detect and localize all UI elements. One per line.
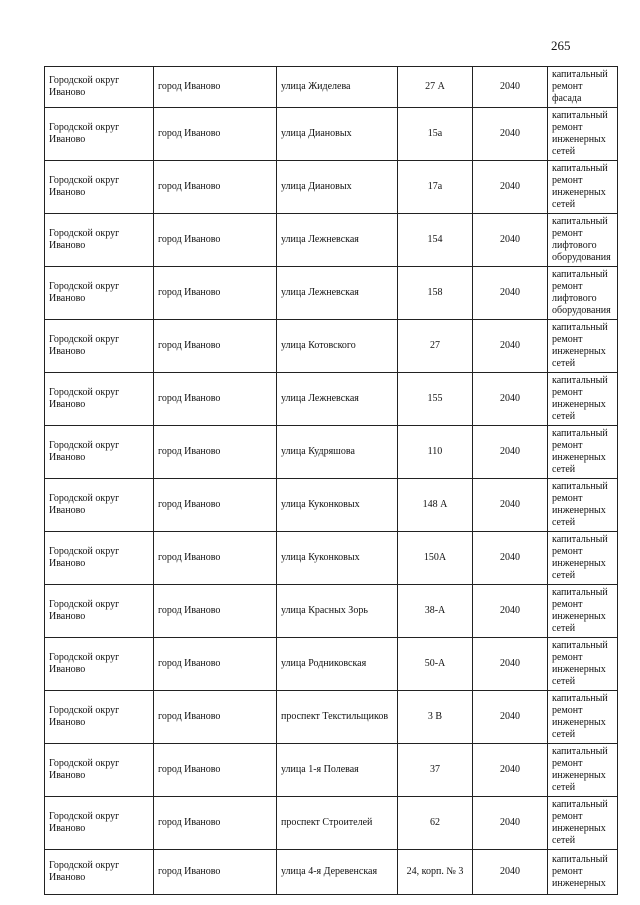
cell-settlement: город Иваново: [154, 108, 277, 161]
cell-house-number: 27: [398, 320, 473, 373]
cell-year: 2040: [473, 267, 548, 320]
table-row: [45, 426, 618, 479]
cell-house-number: 150А: [398, 532, 473, 585]
cell-year: 2040: [473, 108, 548, 161]
cell-year: 2040: [473, 214, 548, 267]
cell-work-type: капитальный ремонт инженерных сетей: [548, 108, 618, 161]
cell-street: проспект Текстильщиков: [277, 691, 398, 744]
cell-street: улица Куконковых: [277, 479, 398, 532]
table-row: [45, 585, 618, 638]
table-row: [45, 479, 618, 532]
cell-house-number: 155: [398, 373, 473, 426]
cell-municipal-district: Городской округ Иваново: [45, 638, 154, 691]
cell-year: 2040: [473, 373, 548, 426]
cell-work-type: капитальный ремонт инженерных сетей: [548, 585, 618, 638]
cell-street: улица Диановых: [277, 161, 398, 214]
cell-municipal-district: Городской округ Иваново: [45, 585, 154, 638]
cell-settlement: город Иваново: [154, 638, 277, 691]
cell-street: улица Родниковская: [277, 638, 398, 691]
table-row: [45, 850, 618, 895]
table-row: [45, 532, 618, 585]
cell-settlement: город Иваново: [154, 161, 277, 214]
cell-work-type: капитальный ремонт инженерных сетей: [548, 479, 618, 532]
cell-year: 2040: [473, 67, 548, 108]
cell-house-number: 24, корп. № 3: [398, 850, 473, 895]
cell-municipal-district: Городской округ Иваново: [45, 320, 154, 373]
cell-settlement: город Иваново: [154, 691, 277, 744]
cell-street: улица Куконковых: [277, 532, 398, 585]
cell-work-type: капитальный ремонт фасада: [548, 67, 618, 108]
cell-house-number: 27 А: [398, 67, 473, 108]
cell-street: улица Котовского: [277, 320, 398, 373]
cell-house-number: 148 А: [398, 479, 473, 532]
cell-settlement: город Иваново: [154, 797, 277, 850]
table-row: [45, 638, 618, 691]
cell-street: улица Кудряшова: [277, 426, 398, 479]
cell-year: 2040: [473, 691, 548, 744]
cell-street: улица 4-я Деревенская: [277, 850, 398, 895]
cell-settlement: город Иваново: [154, 426, 277, 479]
table-body: [45, 67, 618, 895]
page-number: 265: [551, 38, 571, 53]
cell-year: 2040: [473, 797, 548, 850]
cell-municipal-district: Городской округ Иваново: [45, 373, 154, 426]
cell-work-type: капитальный ремонт лифтового оборудования: [548, 267, 618, 320]
table-row: [45, 214, 618, 267]
table-row: [45, 373, 618, 426]
cell-house-number: 158: [398, 267, 473, 320]
cell-settlement: город Иваново: [154, 214, 277, 267]
cell-street: улица Жиделева: [277, 67, 398, 108]
cell-work-type: капитальный ремонт инженерных: [548, 850, 618, 895]
cell-municipal-district: Городской округ Иваново: [45, 267, 154, 320]
cell-house-number: 17а: [398, 161, 473, 214]
cell-year: 2040: [473, 161, 548, 214]
cell-work-type: капитальный ремонт инженерных сетей: [548, 320, 618, 373]
cell-settlement: город Иваново: [154, 67, 277, 108]
cell-settlement: город Иваново: [154, 532, 277, 585]
cell-settlement: город Иваново: [154, 850, 277, 895]
cell-municipal-district: Городской округ Иваново: [45, 108, 154, 161]
cell-settlement: город Иваново: [154, 267, 277, 320]
cell-work-type: капитальный ремонт инженерных сетей: [548, 161, 618, 214]
cell-street: проспект Строителей: [277, 797, 398, 850]
cell-year: 2040: [473, 532, 548, 585]
cell-settlement: город Иваново: [154, 373, 277, 426]
cell-work-type: капитальный ремонт инженерных сетей: [548, 373, 618, 426]
cell-municipal-district: Городской округ Иваново: [45, 161, 154, 214]
cell-work-type: капитальный ремонт лифтового оборудования: [548, 214, 618, 267]
cell-municipal-district: Городской округ Иваново: [45, 214, 154, 267]
cell-year: 2040: [473, 850, 548, 895]
table-row: [45, 320, 618, 373]
cell-settlement: город Иваново: [154, 320, 277, 373]
cell-street: улица Лежневская: [277, 214, 398, 267]
cell-municipal-district: Городской округ Иваново: [45, 797, 154, 850]
cell-municipal-district: Городской округ Иваново: [45, 850, 154, 895]
cell-house-number: 110: [398, 426, 473, 479]
cell-municipal-district: Городской округ Иваново: [45, 532, 154, 585]
cell-street: улица Диановых: [277, 108, 398, 161]
cell-work-type: капитальный ремонт инженерных сетей: [548, 744, 618, 797]
cell-work-type: капитальный ремонт инженерных сетей: [548, 797, 618, 850]
table-row: [45, 67, 618, 108]
cell-year: 2040: [473, 320, 548, 373]
table-row: [45, 691, 618, 744]
cell-work-type: капитальный ремонт инженерных сетей: [548, 532, 618, 585]
cell-work-type: капитальный ремонт инженерных сетей: [548, 426, 618, 479]
table-row: [45, 797, 618, 850]
cell-year: 2040: [473, 426, 548, 479]
cell-street: улица Лежневская: [277, 267, 398, 320]
table-row: [45, 161, 618, 214]
table-row: [45, 744, 618, 797]
cell-municipal-district: Городской округ Иваново: [45, 426, 154, 479]
cell-street: улица Лежневская: [277, 373, 398, 426]
cell-settlement: город Иваново: [154, 479, 277, 532]
cell-settlement: город Иваново: [154, 585, 277, 638]
cell-street: улица Красных Зорь: [277, 585, 398, 638]
cell-year: 2040: [473, 638, 548, 691]
cell-year: 2040: [473, 744, 548, 797]
cell-municipal-district: Городской округ Иваново: [45, 67, 154, 108]
cell-municipal-district: Городской округ Иваново: [45, 744, 154, 797]
cell-house-number: 38-А: [398, 585, 473, 638]
cell-street: улица 1-я Полевая: [277, 744, 398, 797]
cell-house-number: 62: [398, 797, 473, 850]
cell-municipal-district: Городской округ Иваново: [45, 479, 154, 532]
cell-house-number: 37: [398, 744, 473, 797]
cell-work-type: капитальный ремонт инженерных сетей: [548, 691, 618, 744]
cell-year: 2040: [473, 479, 548, 532]
cell-work-type: капитальный ремонт инженерных сетей: [548, 638, 618, 691]
table-row: [45, 267, 618, 320]
cell-year: 2040: [473, 585, 548, 638]
cell-settlement: город Иваново: [154, 744, 277, 797]
cell-house-number: 3 В: [398, 691, 473, 744]
cell-house-number: 154: [398, 214, 473, 267]
cell-house-number: 15а: [398, 108, 473, 161]
cell-municipal-district: Городской округ Иваново: [45, 691, 154, 744]
table-row: [45, 108, 618, 161]
cell-house-number: 50-А: [398, 638, 473, 691]
capital-repair-table: [44, 66, 618, 895]
